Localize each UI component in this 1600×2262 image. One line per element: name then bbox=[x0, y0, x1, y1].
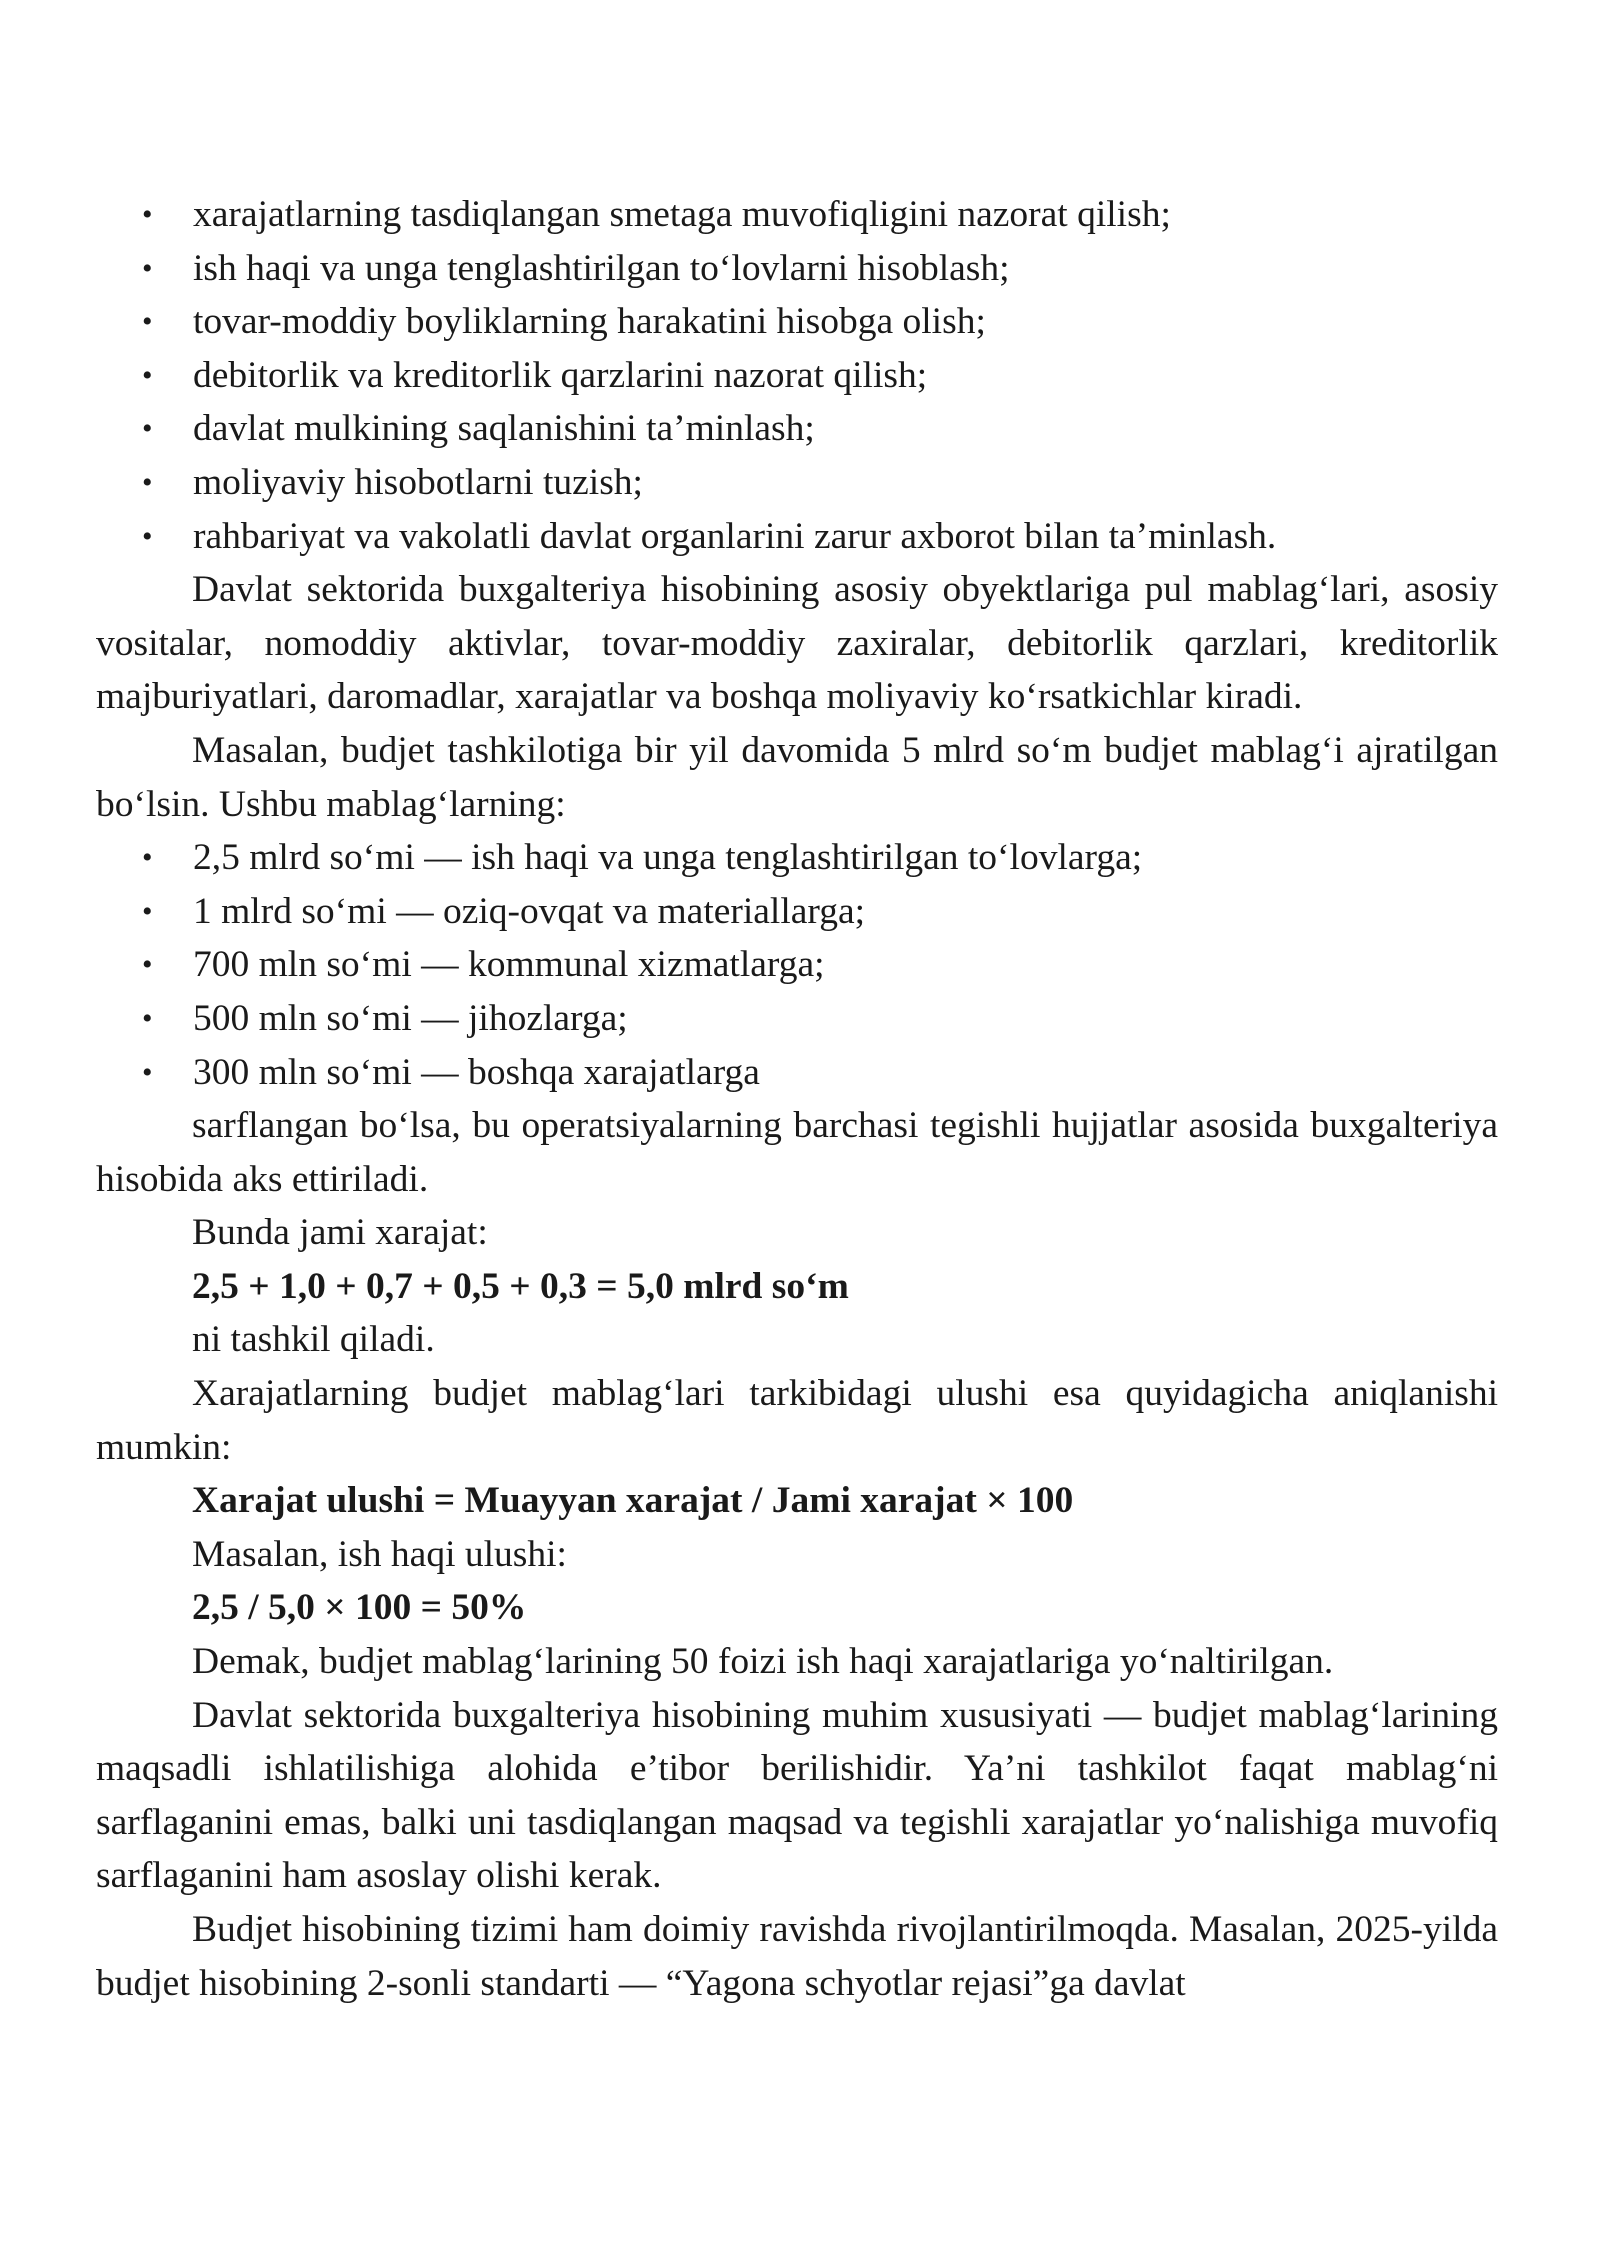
list-item: • davlat mulkining saqlanishini ta’minlash; bbox=[96, 402, 1498, 456]
bullet-icon: • bbox=[142, 1055, 153, 1089]
tasks-list bbox=[96, 188, 1498, 563]
bullet-icon: • bbox=[142, 894, 153, 928]
bullet-icon: • bbox=[142, 465, 153, 499]
paragraph-recorded: sarflangan bo‘lsa, bu operatsiyalarning barchasi tegishli hujjatlar asosida buxgalteriya hisobida aks ettiriladi. bbox=[96, 1105, 1498, 1200]
bullet-icon: • bbox=[142, 305, 153, 339]
formula-share: Xarajat ulushi = Muayyan xarajat / Jami xarajat × 100 bbox=[192, 1480, 1074, 1522]
list-item: • 700 mln so‘mi — kommunal xizmatlarga; bbox=[96, 938, 1498, 992]
list-item: • tovar-moddiy boyliklarning harakatini hisobga olish; bbox=[96, 295, 1498, 349]
bullet-icon: • bbox=[142, 948, 153, 982]
list-item: • rahbariyat va vakolatli davlat organlarini zarur axborot bilan ta’minlash. bbox=[96, 510, 1498, 564]
paragraph-total-outro: ni tashkil qiladi. bbox=[192, 1319, 435, 1361]
bullet-icon: • bbox=[142, 358, 153, 392]
list-item: • moliyaviy hisobotlarni tuzish; bbox=[96, 456, 1498, 510]
bullet-icon: • bbox=[142, 1001, 153, 1035]
document-page bbox=[96, 188, 1498, 2010]
paragraph-feature: Davlat sektorida buxgalteriya hisobining muhim xususiyati — budjet mablag‘larining maqsadli ishlatilishiga alohida e’tibor berilishidir. Ya’ni tashkilot faqat mablag‘ni sarflaganini emas, balki uni tasdiqlangan maqsad va tegishli xarajatlar yo‘nalishiga muvofiq sarflaganini ham asoslay olishi kerak. bbox=[96, 1694, 1498, 1897]
paragraph-share-intro: Xarajatlarning budjet mablag‘lari tarkibidagi ulushi esa quyidagicha aniqlanishi mumkin: bbox=[96, 1373, 1498, 1468]
paragraph-development: Budjet hisobining tizimi ham doimiy ravishda rivojlantirilmoqda. Masalan, 2025-yilda budjet hisobining 2-sonli standarti — “Yagona schyotlar rejasi”ga davlat bbox=[96, 1909, 1498, 2004]
bullet-icon: • bbox=[142, 519, 153, 553]
bullet-icon: • bbox=[142, 841, 153, 875]
expenses-list bbox=[96, 831, 1498, 1099]
list-item: • 1 mlrd so‘mi — oziq-ovqat va materiallarga; bbox=[96, 885, 1498, 939]
bullet-icon: • bbox=[142, 198, 153, 231]
list-item: • xarajatlarning tasdiqlangan smetaga muvofiqligini nazorat qilish; bbox=[96, 188, 1498, 242]
list-item: • 2,5 mlrd so‘mi — ish haqi va unga tenglashtirilgan to‘lovlarga; bbox=[96, 831, 1498, 885]
bullet-icon: • bbox=[142, 251, 153, 285]
formula-total: 2,5 + 1,0 + 0,7 + 0,5 + 0,3 = 5,0 mlrd so‘m bbox=[192, 1265, 849, 1307]
list-item: • debitorlik va kreditorlik qarzlarini nazorat qilish; bbox=[96, 349, 1498, 403]
formula-salary-share: 2,5 / 5,0 × 100 = 50% bbox=[192, 1587, 527, 1629]
paragraph-salary-share: Masalan, ish haqi ulushi: bbox=[192, 1533, 567, 1575]
bullet-icon: • bbox=[142, 412, 153, 446]
list-item: • 300 mln so‘mi — boshqa xarajatlarga bbox=[96, 1046, 1498, 1100]
paragraph-total-intro: Bunda jami xarajat: bbox=[192, 1212, 488, 1254]
paragraph-conclusion: Demak, budjet mablag‘larining 50 foizi ish haqi xarajatlariga yo‘naltirilgan. bbox=[192, 1641, 1334, 1683]
paragraph-example: Masalan, budjet tashkilotiga bir yil davomida 5 mlrd so‘m budjet mablag‘i ajratilgan bo‘lsin. Ushbu mablag‘larning: bbox=[96, 729, 1498, 825]
paragraph-objects: Davlat sektorida buxgalteriya hisobining asosiy obyektlariga pul mablag‘lari, asosiy vositalar, nomoddiy aktivlar, tovar-moddiy zaxiralar, debitorlik qarzlari, kreditorlik majburiyatlari, daromadlar, xarajatlar va boshqa moliyaviy ko‘rsatkichlar kiradi. bbox=[96, 569, 1498, 718]
list-item: • ish haqi va unga tenglashtirilgan to‘lovlarni hisoblash; bbox=[96, 242, 1498, 296]
list-item: • 500 mln so‘mi — jihozlarga; bbox=[96, 992, 1498, 1046]
